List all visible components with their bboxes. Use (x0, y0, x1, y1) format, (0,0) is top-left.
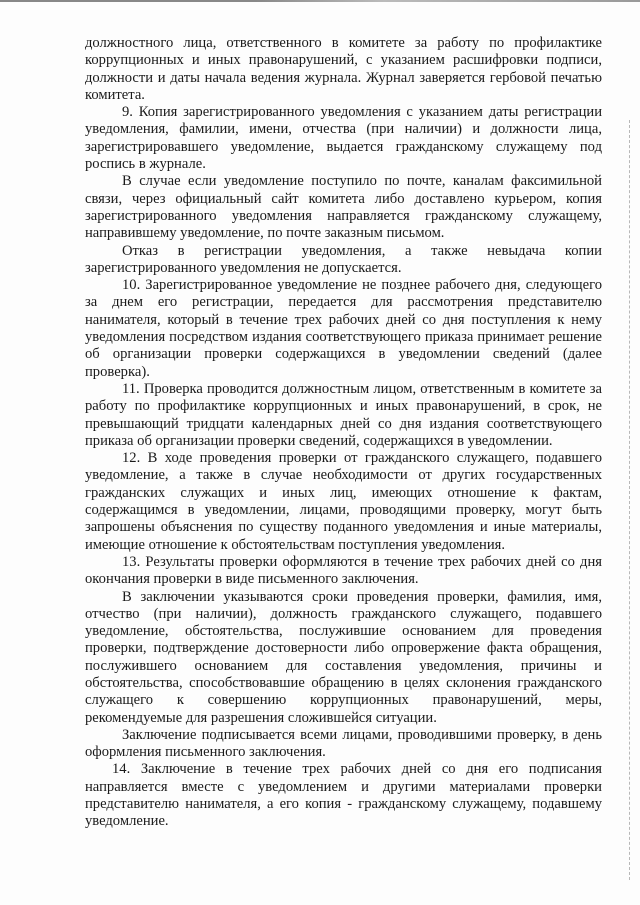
paragraph-9-refusal: Отказ в регистрации уведомления, а также невыдача копии зарегистрированного уведомления не допускается. (85, 242, 602, 276)
paragraph-14: 14. Заключение в течение трех рабочих дней со дня его подписания направляется вместе с уведомлением и другими материалами проверки представителю нанимателя, а его копия - гражданскому служащему, подавшему уведомление. (85, 761, 602, 830)
paragraph-12: 12. В ходе проведения проверки от гражданского служащего, подавшего уведомление, а также в случае необходимости от других государственных гражданских служащих и иных лиц, имеющих отношение к фактам, содержащимся в уведомлении, лицами, проводящими проверку, могут быть запрошены объяснения по существу поданного уведомления и иные материалы, имеющие отношение к обстоятельствам поступления уведомления. (85, 450, 602, 553)
paragraph-9-postal: В случае если уведомление поступило по почте, каналам факсимильной связи, через официальный сайт комитета либо доставлено курьером, копия зарегистрированного уведомления направляется гражданскому служащему, направившему уведомление, по почте заказным письмом. (85, 173, 602, 242)
paragraph-10: 10. Зарегистрированное уведомление не позднее рабочего дня, следующего за днем его регистрации, передается для рассмотрения представителю нанимателя, который в течение трех рабочих дней со дня поступления к нему уведомления посредством издания соответствующего приказа принимает решение об организации проверки содержащихся в уведомлении сведений (далее проверка). (85, 277, 602, 380)
paragraph-13: 13. Результаты проверки оформляются в течение трех рабочих дней со дня окончания проверки в виде письменного заключения. (85, 553, 602, 588)
paragraph-continuation: должностного лица, ответственного в комитете за работу по профилактике коррупционных и иных правонарушений, с указанием расшифровки подписи, должности и даты начала ведения журнала. Журнал заверяется гербовой печатью комитета. (85, 35, 602, 103)
paragraph-11: 11. Проверка проводится должностным лицом, ответственным в комитете за работу по профилактике коррупционных и иных правонарушений, в срок, не превышающий тридцати календарных дней со дня издания соответствующего приказа об организации проверки сведений, содержащихся в уведомлении. (85, 380, 602, 449)
paragraph-9: 9. Копия зарегистрированного уведомления с указанием даты регистрации уведомления, фамилии, имени, отчества (при наличии) и должности лица, зарегистрировавшего уведомление, выдается гражданскому служащему под роспись в журнале. (85, 104, 602, 173)
scan-right-edge (628, 120, 630, 880)
paragraph-13-signing: Заключение подписывается всеми лицами, проводившими проверку, в день оформления письменного заключения. (85, 726, 602, 761)
document-body (85, 35, 602, 831)
paragraph-13-contents: В заключении указываются сроки проведения проверки, фамилия, имя, отчество (при наличии), должность гражданского служащего, подавшего уведомление, обстоятельства, послужившие основанием для проведения проверки, подтверждение достоверности либо опровержение факта обращения, послужившего основанием для составления уведомления, причины и обстоятельства, способствовавшие обращению в целях склонения гражданского служащего к совершению коррупционных правонарушений, меры, рекомендуемые для разрешения сложившейся ситуации. (85, 588, 602, 726)
scan-top-edge (0, 0, 640, 2)
